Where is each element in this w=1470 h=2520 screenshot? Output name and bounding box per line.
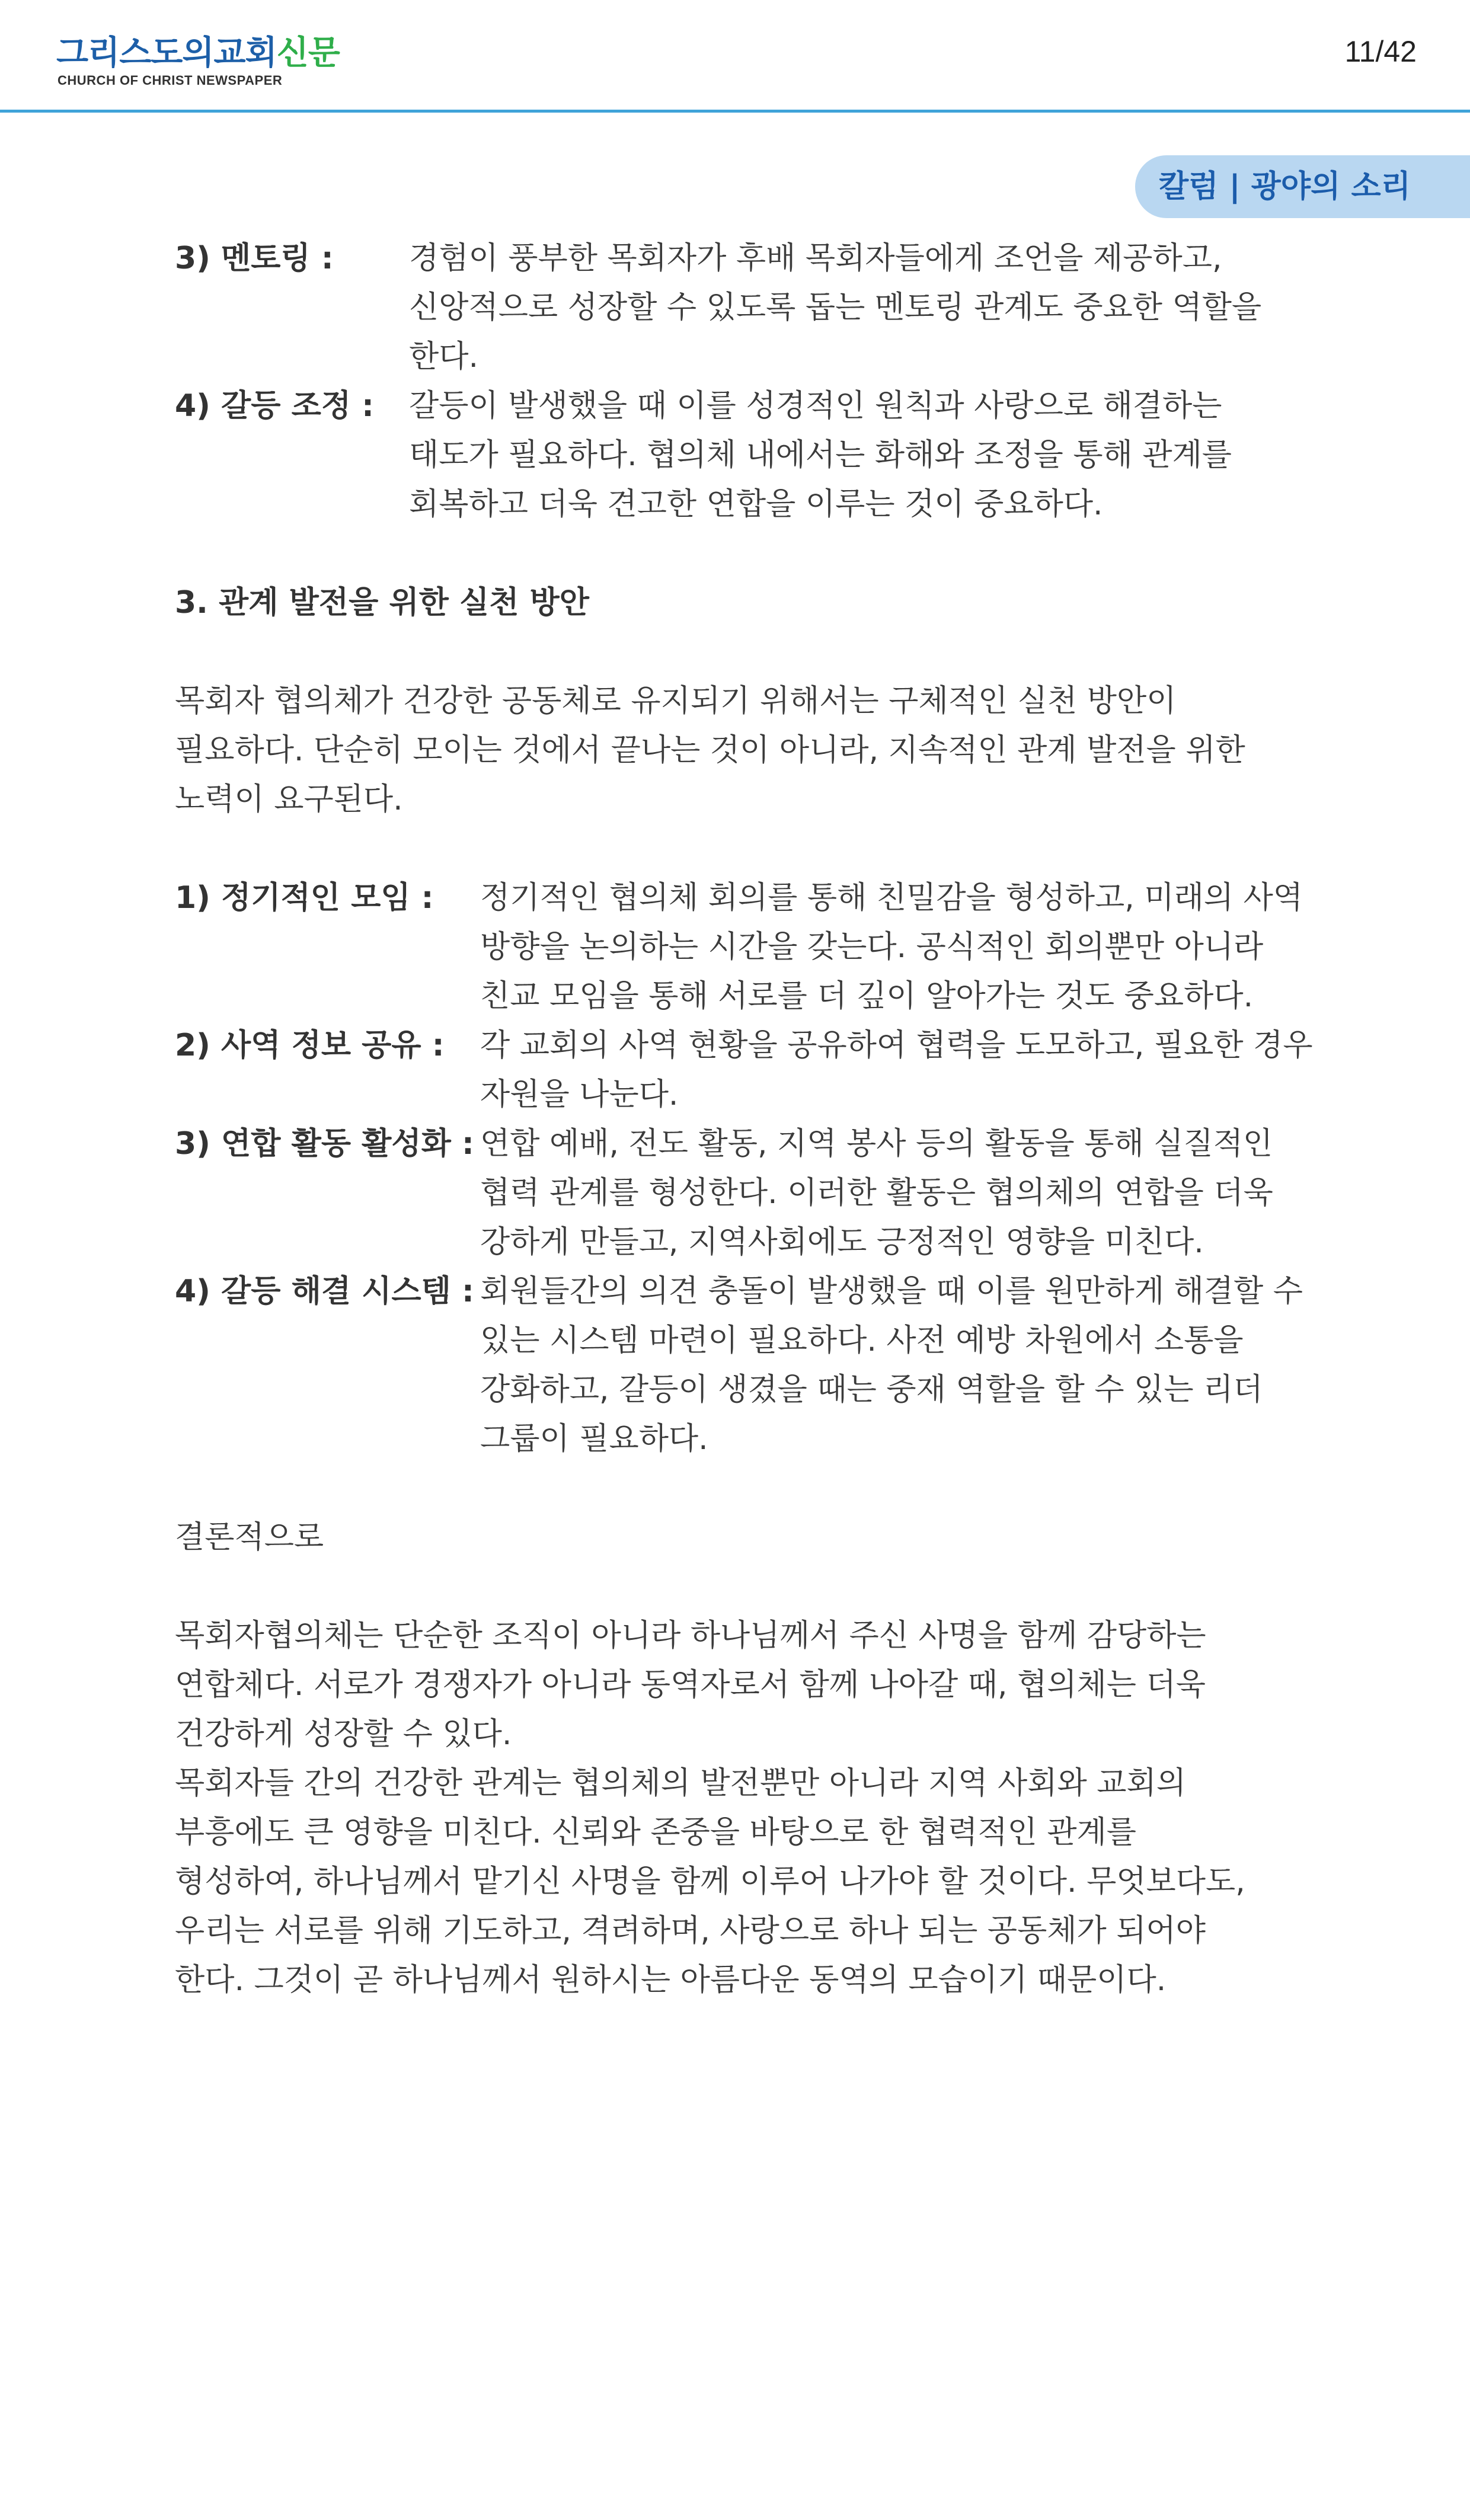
logo-subtitle: CHURCH OF CHRIST NEWSPAPER	[57, 73, 283, 88]
logo-title-main: 그리스도의교회	[56, 34, 277, 72]
list-item-term: 4) 갈등 조정 :	[175, 388, 374, 424]
page-header	[0, 0, 1470, 113]
practice-list	[175, 874, 1360, 1464]
newspaper-logo[interactable]	[56, 36, 340, 71]
list-item-text: 연합 예배, 전도 활동, 지역 봉사 등의 활동을 통해 실질적인 협력 관계를 형성한다. 이러한 활동은 협의체의 연합을 더욱 강하게 만들고, 지역사회에도 긍정적인 영향을 미친다.	[480, 1126, 1273, 1260]
list-item-text: 회원들간의 의견 충돌이 발생했을 때 이를 원만하게 해결할 수 있는 시스템 마련이 필요하다. 사전 예방 차원에서 소통을 강화하고, 갈등이 생겼을 때는 중재 역할을 할 수 있는 리더 그룹이 필요하다.	[480, 1274, 1303, 1457]
list-item-text: 경험이 풍부한 목회자가 후배 목회자들에게 조언을 제공하고, 신앙적으로 성장할 수 있도록 돕는 멘토링 관계도 중요한 역할을 한다.	[409, 241, 1262, 375]
list-item-term: 3) 연합 활동 활성화 :	[175, 1126, 474, 1162]
list-item-term: 1) 정기적인 모임 :	[175, 880, 434, 916]
conclusion-paragraph-1: 목회자협의체는 단순한 조직이 아니라 하나님께서 주신 사명을 함께 감당하는 연합체다. 서로가 경쟁자가 아니라 동역자로서 함께 나아갈 때, 협의체는 더욱 건강하게 성장할 수 있다.	[175, 1618, 1206, 1752]
list-item-text: 각 교회의 사역 현황을 공유하여 협력을 도모하고, 필요한 경우 자원을 나눈다.	[480, 1028, 1313, 1112]
list-item-text: 갈등이 발생했을 때 이를 성경적인 원칙과 사랑으로 해결하는 태도가 필요하다. 협의체 내에서는 화해와 조정을 통해 관계를 회복하고 더욱 견고한 연합을 이루는 것이 중요하다.	[409, 388, 1232, 522]
page-number: 11/42	[1344, 35, 1417, 68]
list-item-term: 3) 멘토링 :	[175, 241, 334, 276]
list-item-term: 4) 갈등 해결 시스템 :	[175, 1274, 474, 1309]
conclusion-paragraph-2: 목회자들 간의 건강한 관계는 협의체의 발전뿐만 아니라 지역 사회와 교회의 부흥에도 큰 영향을 미친다. 신뢰와 존중을 바탕으로 한 협력적인 관계를 형성하여, 하나님께서 맡기신 사명을 함께 이루어 나가야 할 것이다. 무엇보다도, 우리는 서로를 위해 기도하고, 격려하며, 사랑으로 하나 되는 공동체가 되어야 한다. 그것이 곧 하나님께서 원하시는 아름다운 동역의 모습이기 때문이다.	[175, 1766, 1245, 1998]
section-tab: 칼럼 | 광야의 소리	[1135, 155, 1470, 218]
intro-paragraph: 목회자 협의체가 건강한 공동체로 유지되기 위해서는 구체적인 실천 방안이 필요하다. 단순히 모이는 것에서 끝나는 것이 아니라, 지속적인 관계 발전을 위한 노력이 요구된다.	[175, 683, 1245, 817]
list-item-term: 2) 사역 정보 공유 :	[175, 1028, 445, 1063]
conclusion-label: 결론적으로	[175, 1520, 324, 1555]
article-body	[175, 234, 1360, 2005]
mentoring-list	[175, 234, 1360, 529]
logo-title-accent: 신문	[276, 34, 340, 72]
section-heading: 3. 관계 발전을 위한 실천 방안	[175, 585, 590, 621]
list-item-text: 정기적인 협의체 회의를 통해 친밀감을 형성하고, 미래의 사역 방향을 논의하는 시간을 갖는다. 공식적인 회의뿐만 아니라 친교 모임을 통해 서로를 더 깊이 알아가는 것도 중요하다.	[480, 880, 1303, 1014]
